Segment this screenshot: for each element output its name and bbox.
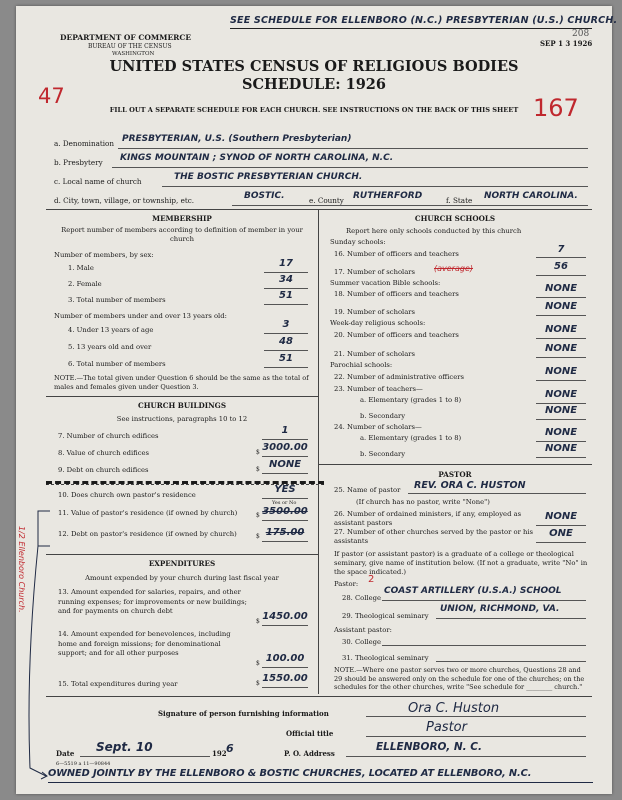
buildings-intro: See instructions, paragraphs 10 to 12 [116, 415, 248, 423]
q6-label: 6. Total number of members [68, 360, 166, 368]
pastor-subheading: Pastor: [334, 580, 359, 588]
q24a-label: a. Elementary (grades 1 to 8) [360, 434, 462, 442]
department-label: DEPARTMENT OF COMMERCE [60, 33, 192, 42]
city-label-field: d. City, town, village, or township, etc. [54, 196, 195, 205]
q12-label: 12. Debt on pastor's residence (if owned by church) [58, 530, 237, 538]
q23b-value: NONE [544, 405, 578, 416]
state-value: NORTH CAROLINA. [484, 191, 578, 201]
q18-value: NONE [544, 283, 578, 294]
q29-value: UNION, RICHMOND, VA. [440, 604, 560, 614]
q14-label: 14. Amount expended for benevolences, including home and foreign missions; for denominational support; and for all other purposes [58, 630, 231, 657]
sunday-schools-label: Sunday schools: [330, 238, 386, 246]
q23a-value: NONE [544, 389, 578, 400]
q16-label: 16. Number of officers and teachers [334, 250, 459, 258]
q17-label: 17. Number of scholars [334, 268, 416, 276]
q22-label: 22. Number of administrative officers [334, 373, 464, 381]
q23a-label: a. Elementary (grades 1 to 8) [360, 396, 462, 404]
q26-label: 26. Number of ordained ministers, if any, employed as assistant pastors [334, 510, 522, 527]
schools-intro: Report here only schools conducted by this church [346, 227, 522, 235]
q19-label: 19. Number of scholars [334, 308, 416, 316]
q13-label: 13. Amount expended for salaries, repairs, and other running expenses; for improvements or new buildings; and for payments on church debt [58, 588, 247, 615]
membership-intro: Report number of members according to definition of member in your church [61, 226, 303, 243]
date-value: Sept. 10 [96, 740, 153, 754]
schools-heading: CHURCH SCHOOLS [414, 214, 496, 223]
presbytery-label: b. Presbytery [54, 158, 103, 167]
denomination-label: a. Denomination [54, 139, 114, 148]
q25-label: 25. Name of pastor [334, 486, 401, 494]
signature-value: Ora C. Huston [408, 701, 500, 716]
parochial-schools-label: Parochial schools: [330, 361, 393, 369]
q26-value: NONE [544, 511, 578, 522]
q4-value: 3 [282, 319, 290, 330]
column-divider [318, 209, 319, 694]
census-schedule-sheet: DEPARTMENT OF COMMERCE BUREAU OF THE CENSUS WASHINGTON SEE SCHEDULE FOR ELLENBORO (N.C.) PRESBYTERIAN (U.S.) CHURCH. SEP 1 3 1926 208 UNITED STATES CENSUS OF RELIGIOUS BODIES SCHEDULE: 1926 FILL OUT A SEPARATE SCHEDULE FOR EACH CHURCH. SEE INSTRUCTIONS ON THE BACK OF THIS SHEET 47 167 a. Denomination PRESBYTERIAN, U.S. (Southern Presbyterian) b. Presbytery KINGS MOUNTAIN ; SYNOD OF NORTH CAROLINA, N.C. c. Local name of church THE BOSTIC PRESBYTERIAN CHURCH. d. City, town, village, or township, etc. BOSTIC. e. County RUTHERFORD f. State NORTH CAROLINA. MEMBERSHIP Report number of members according to definition of member in your church Number of members, by sex: 1. Male 17 2. Female 34 3. Total number of members 51 Number of members under and over 13 years old: 4. Under 13 years of age 3 5. 13 years old and over 48 6. Total number of members 51 NOTE.—The total given under Question 6 should be the same as the total of males and females given under Question 3. CHURCH BUILDINGS See instructions, paragraphs 10 to 12 7. Number of church edifices 1 8. Value of church edifices $ 3000.00 9. Debt on church edifices $ NONE 10. Does church own pastor's residence YES Yes or No 11. Value of pastor's residence (if owned by church) $ 3500.00 12. Debt on pastor's residence (if owned by church) $ 175.00 1/2 Ellenboro Church. EXPENDITURES Amount expended by your church during last fiscal year 13. Amount expended for salaries, repairs, and other running expenses; for improvements or new buildings; and for payments on church debt $ 1450.00 14. Amount expended for benevolences, including home and foreign missions; for denominational support; and for all other purposes $ 100.00 15. Total expenditures during year $ 1550.00 CHURCH SCHOOLS Report here only schools conducted by this church Sunday schools: 16. Number of officers and teachers 7 17. Number of scholars (average) 56 Summer vacation Bible schools: 18. Number of officers and teachers NONE 19. Number of scholars NONE Week-day religious schools: 20. Number of officers and teachers NONE 21. Number of scholars NONE Parochial schools: 22. Number of administrative officers NONE 23. Number of teachers— a. Elementary (grades 1 to 8) NONE b. Secondary NONE 24. Number of scholars— a. Elementary (grades 1 to 8) NONE b. Secondary NONE PASTOR 25. Name of pastor REV. ORA C. HUSTON (If church has no pastor, write "None") 26. Number of ordained ministers, if any, employed as assistant pastors NONE 27. Number of other churches served by the pastor or his assistants ONE If pastor (or assistant pastor) is a graduate of a college or theological seminary, give name of institution below. (If not a graduate, write "No" in the space indicated.) Pastor: 2 28. College COAST ARTILLERY (U.S.A.) SCHOOL 29. Theological seminary UNION, RICHMOND, VA. Assistant pastor: 30. College 31. Theological seminary NOTE.—Where one pastor serves two or more churches, Questions 28 and 29 should be answered only on the schedule for one of the churches; on the schedules for the other churches, write "See schedule for ________ church." Signature of person furnishing information Ora C. Huston Official title Pastor Date Sept. 10 192 6 P. O. Address ELLENBORO, N. C. 6—5519 a 11—90844 OWNED JOINTLY BY THE ELLENBORO & BOSTIC CHURCHES, LOCATED AT ELLENBORO, N.C. [16, 6, 612, 794]
q6-value: 51 [279, 353, 293, 364]
q12-value: 175.00 [265, 527, 305, 538]
stamp-number: 208 [572, 29, 590, 39]
pastor-heading: PASTOR [438, 470, 472, 479]
po-address-label: P. O. Address [284, 749, 335, 758]
weekday-schools-label: Week-day religious schools: [330, 319, 426, 327]
signature-label: Signature of person furnishing information [158, 709, 329, 718]
q9-label: 9. Debt on church edifices [58, 466, 149, 474]
q15-label: 15. Total expenditures during year [58, 680, 178, 688]
graduate-note: If pastor (or assistant pastor) is a graduate of a college or theological seminary, give name of institution below. (If not a graduate, write "No" in the space indicated.) [334, 550, 588, 576]
q28-label: 28. College [342, 594, 382, 602]
date-label: Date [56, 749, 75, 758]
bracket-arrow [16, 506, 56, 796]
q5-label: 5. 13 years old and over [68, 343, 152, 351]
assistant-pastor-label: Assistant pastor: [334, 626, 392, 634]
yes-no-hint: Yes or No [272, 500, 297, 506]
q20-label: 20. Number of officers and teachers [334, 331, 459, 339]
red-number-left: 47 [38, 84, 65, 108]
q17-value: 56 [554, 261, 568, 272]
year-suffix: 6 [226, 742, 234, 755]
q3-value: 51 [279, 290, 293, 301]
q5-value: 48 [279, 336, 293, 347]
pastor-note: NOTE.—Where one pastor serves two or more churches, Questions 28 and 29 should be answered only on the schedule for one of the churches; on the schedules for the other churches, write "See schedule for ________ church." [334, 666, 585, 691]
received-stamp: SEP 1 3 1926 [540, 39, 593, 48]
q19-value: NONE [544, 301, 578, 312]
church-name-value: THE BOSTIC PRESBYTERIAN CHURCH. [174, 172, 363, 182]
county-value: RUTHERFORD [353, 191, 423, 201]
q3-label: 3. Total number of members [68, 296, 166, 304]
q1-label: 1. Male [68, 264, 94, 272]
city-value: BOSTIC. [244, 191, 285, 201]
q17-struck-word: (average) [434, 264, 473, 273]
q14-value: 100.00 [265, 653, 305, 664]
q10-value: YES [274, 484, 296, 495]
q24-label: 24. Number of scholars— [334, 423, 422, 431]
q11-value: 3500.00 [262, 506, 308, 517]
q27-label: 27. Number of other churches served by the pastor or his assistants [334, 528, 534, 545]
q7-label: 7. Number of church edifices [58, 432, 159, 440]
q25-hint: (If church has no pastor, write "None") [356, 498, 490, 506]
county-label: e. County [309, 196, 344, 205]
q24b-value: NONE [544, 443, 578, 454]
q22-value: NONE [544, 366, 578, 377]
state-label: f. State [446, 196, 473, 205]
denomination-value: PRESBYTERIAN, U.S. (Southern Presbyterian) [122, 134, 352, 144]
q16-value: 7 [557, 244, 565, 255]
q29-label: 29. Theological seminary [342, 612, 429, 620]
official-title-label: Official title [286, 729, 334, 738]
q24a-value: NONE [544, 427, 578, 438]
q20-value: NONE [544, 324, 578, 335]
q27-value: ONE [549, 528, 573, 539]
po-address-value: ELLENBORO, N. C. [376, 741, 482, 753]
ownership-note: OWNED JOINTLY BY THE ELLENBORO & BOSTIC CHURCHES, LOCATED AT ELLENBORO, N.C. [48, 768, 532, 779]
members-by-sex-label: Number of members, by sex: [54, 251, 154, 259]
note-underline [230, 28, 592, 29]
membership-note: NOTE.—The total given under Question 6 should be the same as the total of males and females given under Question 3. [54, 374, 309, 391]
q2-label: 2. Female [68, 280, 102, 288]
q11-label: 11. Value of pastor's residence (if owned by church) [58, 509, 238, 517]
red-number-right: 167 [533, 94, 579, 122]
bureau-label: BUREAU OF THE CENSUS [88, 43, 172, 50]
presbytery-value: KINGS MOUNTAIN ; SYNOD OF NORTH CAROLINA, N.C. [120, 153, 394, 163]
q13-value: 1450.00 [262, 611, 308, 622]
q7-value: 1 [281, 425, 289, 436]
membership-heading: MEMBERSHIP [152, 214, 212, 223]
q21-label: 21. Number of scholars [334, 350, 416, 358]
members-by-age-label: Number of members under and over 13 years old: [54, 312, 227, 320]
year-prefix: 192 [212, 749, 227, 758]
q9-value: NONE [268, 459, 302, 470]
summer-schools-label: Summer vacation Bible schools: [330, 279, 441, 287]
q1-value: 17 [279, 258, 293, 269]
q31-label: 31. Theological seminary [342, 654, 429, 662]
side-note-red: 1/2 Ellenboro Church. [17, 526, 26, 613]
q28-value: COAST ARTILLERY (U.S.A.) SCHOOL [384, 586, 562, 596]
q4-label: 4. Under 13 years of age [68, 326, 154, 334]
q10-label: 10. Does church own pastor's residence [58, 491, 196, 499]
buildings-heading: CHURCH BUILDINGS [137, 401, 227, 410]
q15-value: 1550.00 [262, 673, 308, 684]
q23-label: 23. Number of teachers— [334, 385, 423, 393]
q8-value: 3000.00 [262, 442, 308, 453]
q21-value: NONE [544, 343, 578, 354]
form-subtitle: SCHEDULE: 1926 [242, 76, 386, 93]
expenditures-intro: Amount expended by your church during last fiscal year [85, 574, 279, 582]
q8-label: 8. Value of church edifices [58, 449, 150, 457]
q23b-label: b. Secondary [360, 412, 406, 420]
q18-label: 18. Number of officers and teachers [334, 290, 459, 298]
official-title-value: Pastor [426, 720, 467, 735]
expenditures-heading: EXPENDITURES [148, 559, 216, 568]
q2-value: 34 [279, 274, 293, 285]
cross-reference-note: SEE SCHEDULE FOR ELLENBORO (N.C.) PRESBYTERIAN (U.S.) CHURCH. [230, 15, 618, 26]
form-code: 6—5519 a 11—90844 [56, 761, 111, 767]
q25-value: REV. ORA C. HUSTON [414, 480, 526, 491]
church-name-label: c. Local name of church [54, 177, 142, 186]
form-title: UNITED STATES CENSUS OF RELIGIOUS BODIES [109, 58, 519, 75]
city-label: WASHINGTON [112, 51, 155, 57]
q30-label: 30. College [342, 638, 382, 646]
q24b-label: b. Secondary [360, 450, 406, 458]
instructions-line: FILL OUT A SEPARATE SCHEDULE FOR EACH CHURCH. SEE INSTRUCTIONS ON THE BACK OF THIS SHEET [109, 106, 519, 114]
